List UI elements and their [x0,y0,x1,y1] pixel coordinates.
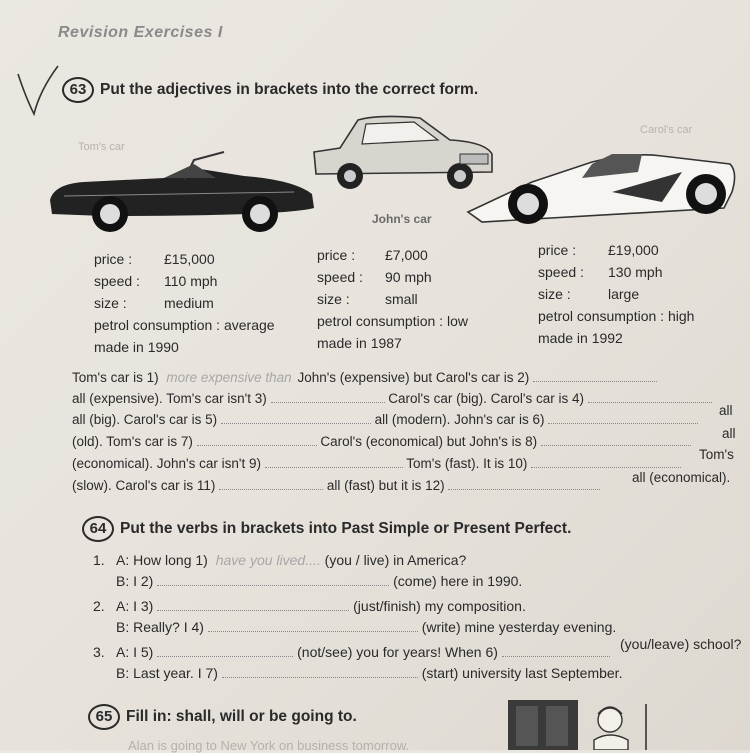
answer-blank[interactable] [448,489,600,490]
exercise-number: 64 [82,516,114,542]
carol-specs [538,239,694,349]
tom-car-illustration [44,150,320,242]
item-3-line-a-end: (you/leave) school? [620,636,742,652]
answer-blank[interactable] [588,402,712,403]
sentence-6-end: all (economical). [632,470,731,485]
sentence-4 [72,434,691,449]
price-key: price : [538,242,577,258]
answer-blank[interactable] [271,402,385,403]
line-text: (not/see) you for years! When 6) [297,644,498,660]
answer-blank[interactable] [548,423,698,424]
sentence-text: (slow). Carol's car is 11) [72,478,216,493]
speed-key: speed : [94,273,140,289]
item-2-number: 2. [93,598,105,614]
car-label-carol: Carol's car [640,124,693,136]
price-key: price : [317,247,356,263]
line-text: (you / live) in America? [324,552,467,568]
sentence-text: (old). Tom's car is 7) [72,434,193,449]
size-key: size : [538,286,571,302]
john-specs [317,244,468,354]
sentence-text: Tom's car is 1) [72,370,159,385]
answer-blank[interactable] [208,631,418,632]
sentence-text: Carol's car (big). Carol's car is 4) [388,391,584,406]
item-3-line-b [116,665,622,681]
size-value: small [385,291,418,307]
answer-blank[interactable] [541,445,691,446]
handwritten-answer: more expensive than [166,370,292,385]
speed-key: speed : [317,269,363,285]
item-3-number: 3. [93,644,105,660]
car-label-tom: Tom's car [78,141,125,153]
sentence-text: all (modern). John's car is 6) [374,412,545,427]
speed-key: speed : [538,264,584,280]
answer-blank[interactable] [502,656,610,657]
item-3-line-a [116,644,610,660]
answer-blank[interactable] [197,445,317,446]
answer-blank[interactable] [157,610,349,611]
item-2-line-b [116,619,616,635]
sentence-4-end: all [722,426,736,441]
line-text: A: I 5) [116,644,154,660]
car-label-john: John's car [372,212,432,226]
price-value: £15,000 [164,251,215,267]
item-1-number: 1. [93,552,105,568]
sentence-text: all (fast) but it is 12) [326,478,445,493]
sentence-text: Carol's (economical) but John's is 8) [320,434,538,449]
sentence-5-end: Tom's [699,447,734,462]
speed-value: 130 mph [608,264,663,280]
petrol-consumption: petrol consumption : low [317,313,468,329]
sentence-text: all (expensive). Tom's car isn't 3) [72,391,267,406]
item-1-line-a [116,552,466,568]
speed-value: 110 mph [164,273,218,289]
exercise-65-first-line: Alan is going to New York on business tomorrow. [128,738,410,753]
item-2-line-a [116,598,526,614]
carol-car-illustration [462,142,742,232]
answer-blank[interactable] [219,489,323,490]
speed-value: 90 mph [385,269,432,285]
line-text: B: Last year. I 7) [116,665,218,681]
sentence-3-end: all [719,403,733,418]
exercise-64-heading [82,516,571,542]
line-text: A: How long 1) [116,552,208,568]
tom-specs [94,248,275,358]
exercise-63-heading [62,77,478,103]
answer-blank[interactable] [222,677,418,678]
line-text: (write) mine yesterday evening. [421,619,617,635]
handwritten-answer: have you lived.... [215,552,321,568]
price-value: £19,000 [608,242,659,258]
answer-blank[interactable] [157,656,293,657]
answer-blank[interactable] [533,381,657,382]
exercise-number: 63 [62,77,94,103]
price-key: price : [94,251,133,267]
answer-blank[interactable] [531,467,681,468]
sentence-text: Tom's (fast). It is 10) [406,456,528,471]
made-in: made in 1992 [538,330,623,346]
sentence-1 [72,370,657,385]
exercise-title: Put the adjectives in brackets into the correct form. [100,81,479,98]
size-key: size : [94,295,127,311]
petrol-consumption: petrol consumption : high [538,308,695,324]
price-value: £7,000 [385,247,428,263]
cartoon-illustration [508,700,656,750]
sentence-6 [72,478,600,493]
page-header: Revision Exercises I [58,24,223,41]
line-text: B: Really? I 4) [116,619,204,635]
answer-blank[interactable] [157,585,389,586]
sentence-5 [72,456,681,471]
exercise-65-heading [88,704,357,730]
exercise-title: Fill in: shall, will or be going to. [126,708,357,725]
sentence-2 [72,391,712,406]
sentence-text: (economical). John's car isn't 9) [72,456,261,471]
size-value: medium [164,295,214,311]
line-text: (start) university last September. [421,665,623,681]
answer-blank[interactable] [221,423,371,424]
item-1-line-b [116,573,522,589]
exercise-title: Put the verbs in brackets into Past Simple or Present Perfect. [120,520,572,537]
sentence-3 [72,412,698,427]
size-value: large [608,286,640,302]
check-mark-icon [14,62,62,122]
exercise-number: 65 [88,704,120,730]
line-text: A: I 3) [116,598,154,614]
line-text: B: I 2) [116,573,154,589]
made-in: made in 1987 [317,335,402,351]
answer-blank[interactable] [265,467,403,468]
petrol-consumption: petrol consumption : average [94,317,275,333]
size-key: size : [317,291,350,307]
line-text: (come) here in 1990. [393,573,523,589]
sentence-text: John's (expensive) but Carol's car is 2) [297,370,530,385]
line-text: (just/finish) my composition. [353,598,526,614]
made-in: made in 1990 [94,339,179,355]
sentence-text: all (big). Carol's car is 5) [72,412,218,427]
